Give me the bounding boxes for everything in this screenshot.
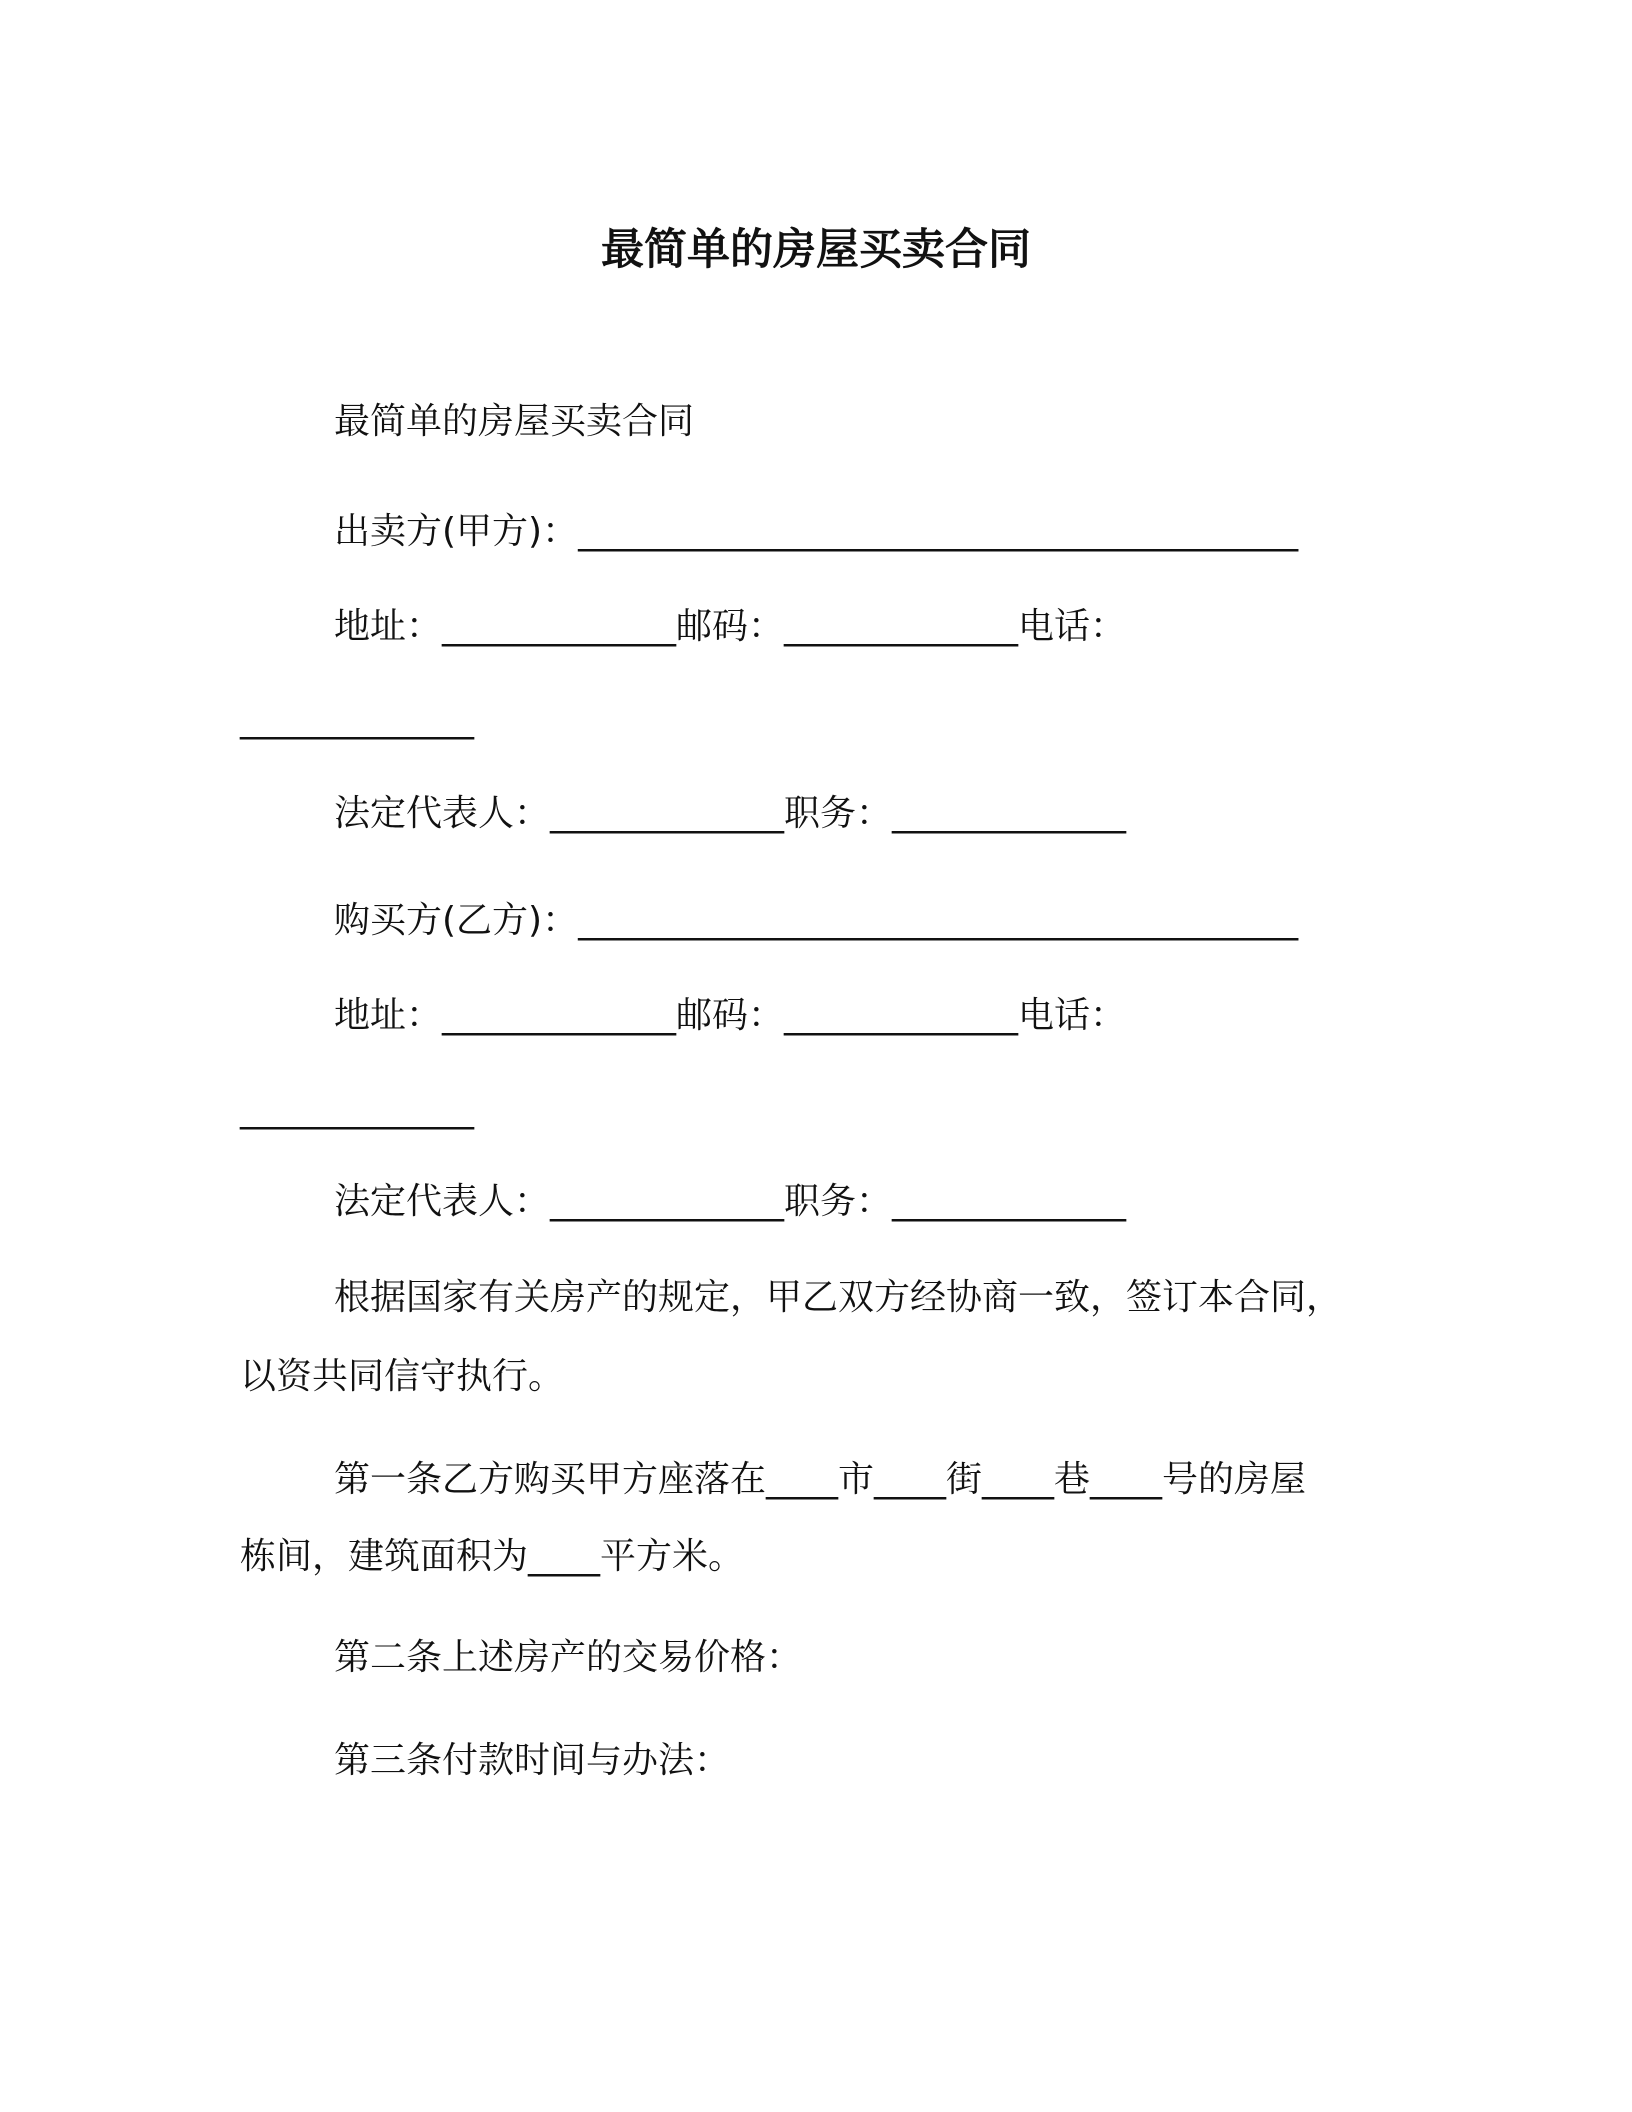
preamble-line-2: 以资共同信守执行。: [240, 1356, 565, 1397]
document-title: 最简单的房屋买卖合同: [601, 225, 1031, 275]
seller-phone-blank-line: _____________: [240, 699, 474, 740]
subtitle-line: 最简单的房屋买卖合同: [334, 401, 695, 442]
buyer-phone-blank-line: _____________: [240, 1089, 474, 1130]
buyer-line: 购买方(乙方)：________________________________________: [334, 900, 1299, 941]
seller-address-line: 地址：_____________邮码：_____________电话：: [334, 606, 1127, 647]
article-1-line-2: 栋间，建筑面积为____平方米。: [240, 1536, 745, 1577]
seller-line: 出卖方(甲方)：________________________________________: [334, 511, 1299, 552]
seller-representative-line: 法定代表人：_____________职务：_____________: [334, 793, 1127, 834]
buyer-representative-line: 法定代表人：_____________职务：_____________: [334, 1181, 1127, 1222]
article-1-line-1: 第一条乙方购买甲方座落在____市____街____巷____号的房屋: [334, 1459, 1307, 1500]
article-2-line: 第二条上述房产的交易价格：: [334, 1637, 803, 1678]
preamble-line-1: 根据国家有关房产的规定，甲乙双方经协商一致，签订本合同，: [334, 1277, 1343, 1318]
article-3-line: 第三条付款时间与办法：: [334, 1740, 731, 1781]
buyer-address-line: 地址：_____________邮码：_____________电话：: [334, 995, 1127, 1036]
